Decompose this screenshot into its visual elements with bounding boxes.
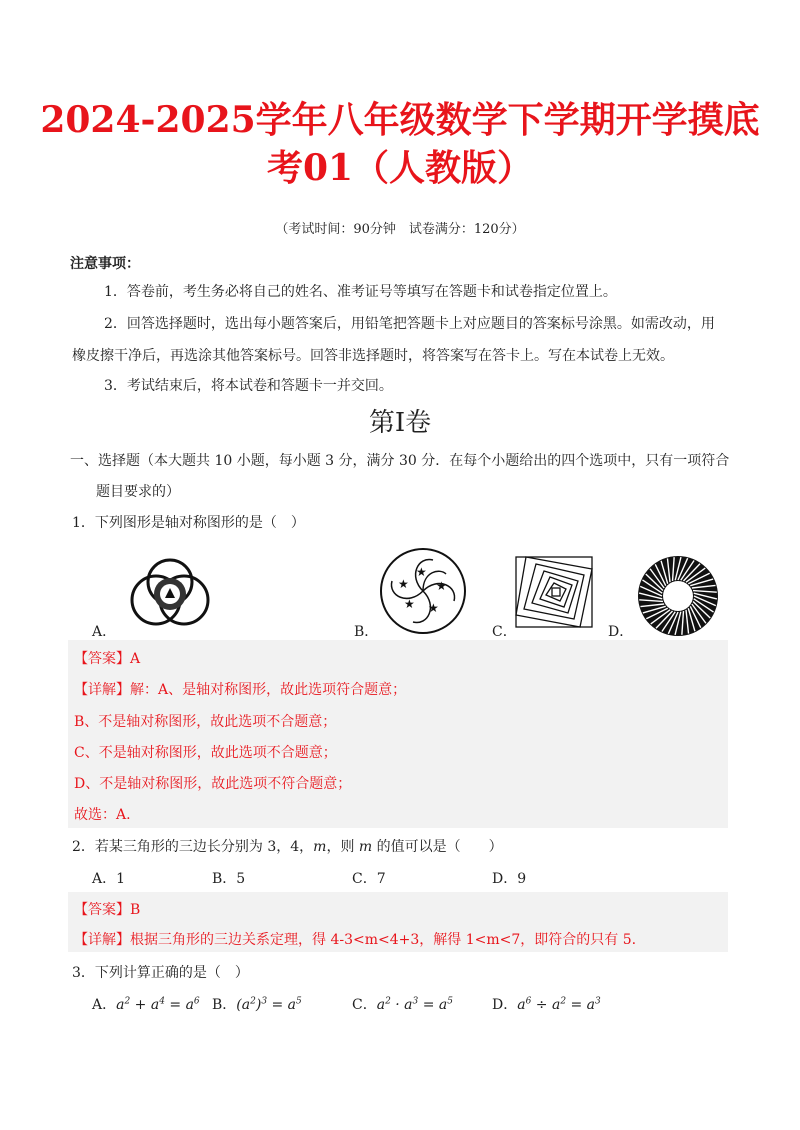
svg-text:★: ★ (398, 577, 409, 591)
q1-figure-d (636, 554, 720, 638)
svg-text:★: ★ (404, 597, 415, 611)
q1-label-d: D． (608, 624, 634, 640)
q3-option-c: C．$a^2 \cdot a^3 = a^5$ (352, 996, 453, 1013)
part1-instructions-line-1: 一、选择题（本大题共 10 小题，每小题 3 分，满分 30 分．在每个小题给出的四个选项中，只有一项符合 (70, 453, 730, 469)
q2-option-c: C．7 (352, 871, 386, 887)
notice-item-2-line-2: 橡皮擦干净后，再选涂其他答案标号。回答非选择题时，将答案写在答卡上。写在本试卷上无效。 (72, 348, 674, 364)
section-title: 第I卷 (368, 408, 432, 438)
notice-item-1: 1．答卷前，考生务必将自己的姓名、准考证号等填写在答题卡和试卷指定位置上。 (104, 284, 617, 300)
document-title: 2024-2025学年八年级数学下学期开学摸底考01（人教版） (40, 99, 760, 189)
svg-text:★: ★ (436, 579, 447, 593)
q1-detail-line-4: D、不是轴对称图形，故此选项不符合题意； (74, 776, 352, 792)
q1-detail-line-2: B、不是轴对称图形，故此选项不合题意； (74, 714, 337, 730)
q1-figure-b (378, 546, 468, 636)
q1-label-c: C． (492, 624, 517, 640)
q1-detail-line-3: C、不是轴对称图形，故此选项不合题意； (74, 745, 337, 761)
q3-option-d: D．$a^6 \div a^2 = a^3$ (492, 996, 601, 1013)
q1-detail-line-5: 故选：A. (74, 807, 131, 823)
part1-instructions-line-2: 题目要求的） (96, 484, 180, 500)
svg-text:★: ★ (416, 565, 427, 579)
notice-item-3: 3．考试结束后，将本试卷和答题卡一并交回。 (104, 378, 393, 394)
exam-info: （考试时间：90分钟 试卷满分：120分） (275, 222, 525, 237)
svg-text:★: ★ (428, 601, 439, 615)
q2-answer: 【答案】B (74, 902, 141, 918)
notice-heading: 注意事项： (70, 256, 140, 272)
q2-option-d: D．9 (492, 871, 527, 887)
q3-stem: 3．下列计算正确的是（ ） (72, 965, 249, 981)
q2-answer-box (68, 892, 728, 952)
q2-option-a: A．1 (92, 871, 126, 887)
q2-option-b: B．5 (212, 871, 246, 887)
q2-detail: 【详解】根据三角形的三边关系定理，得 4-3<m<4+3，解得 1<m<7，即符合的只有 5. (74, 932, 637, 948)
q1-figure-a (118, 548, 222, 628)
q1-figure-c (514, 555, 594, 629)
q1-answer: 【答案】A (74, 651, 141, 667)
q3-option-b: B．$(a^2)^3 = a^5$ (212, 996, 302, 1013)
q1-label-a: A． (92, 624, 117, 640)
q1-answer-box (68, 640, 728, 828)
q3-option-a: A．$a^2 + a^4 = a^6$ (92, 996, 200, 1013)
notice-item-2-line-1: 2．回答选择题时，选出每小题答案后，用铅笔把答题卡上对应题目的答案标号涂黑。如需改动，用 (104, 316, 715, 332)
q1-label-b: B． (354, 624, 379, 640)
q2-stem: 2．若某三角形的三边长分别为 3，4，m，则 m 的值可以是（ ） (72, 839, 503, 855)
q1-detail-line-1: 【详解】解：A、是轴对称图形，故此选项符合题意； (74, 682, 407, 698)
q1-stem: 1．下列图形是轴对称图形的是（ ） (72, 515, 305, 531)
